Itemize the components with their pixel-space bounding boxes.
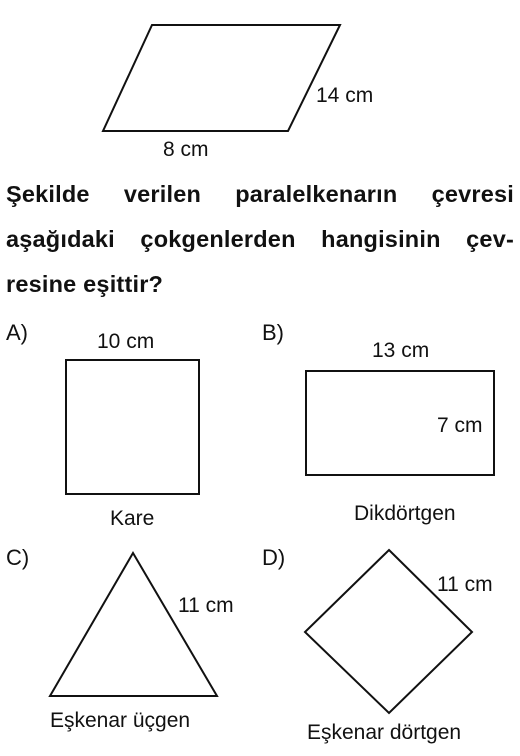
option-a-caption: Kare — [110, 507, 155, 530]
option-b-top-label: 13 cm — [372, 339, 430, 362]
option-c-letter[interactable]: C) — [6, 545, 30, 570]
option-a-top-label: 10 cm — [97, 330, 155, 353]
parallelogram-side-label: 14 cm — [316, 84, 374, 107]
option-d-letter[interactable]: D) — [262, 545, 286, 570]
question-text: Şekilde verilen paralelkenarın çevresi aşağıdaki çokgenlerden hangisinin çev-resine eşittir? — [6, 181, 514, 297]
option-d-side-label: 11 cm — [437, 573, 493, 596]
option-c-caption: Eşkenar üçgen — [50, 709, 191, 732]
parallelogram-base-label: 8 cm — [163, 138, 209, 161]
option-d-caption: Eşkenar dörtgen — [307, 721, 462, 744]
option-b-letter[interactable]: B) — [262, 320, 284, 345]
square-shape — [66, 360, 199, 494]
parallelogram-shape — [103, 25, 340, 131]
option-a-letter[interactable]: A) — [6, 320, 28, 345]
option-b-side-label: 7 cm — [437, 414, 483, 437]
option-c-side-label: 11 cm — [178, 594, 234, 617]
equilateral-triangle-shape — [50, 553, 217, 696]
option-b-caption: Dikdörtgen — [354, 502, 456, 525]
